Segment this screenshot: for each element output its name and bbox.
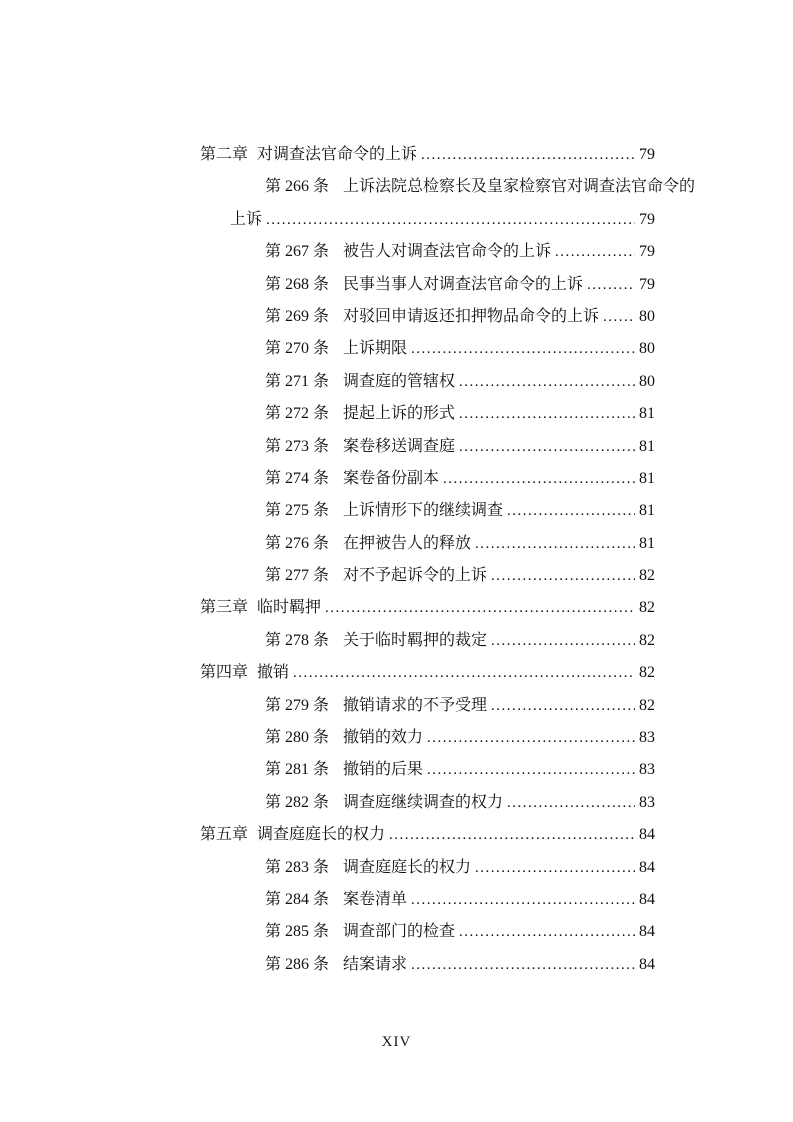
toc-entry-page-number: 79: [639, 275, 655, 293]
toc-entry: [200, 366, 655, 398]
toc-entry-page-number: 79: [639, 243, 655, 261]
table-of-contents: [200, 139, 696, 981]
toc-entry: [200, 916, 655, 948]
toc-entry-number: 第 269 条: [265, 307, 330, 325]
toc-entry-title: 撤销的后果: [343, 761, 424, 779]
toc-entry: [200, 528, 655, 560]
toc-entry-page-number: 80: [639, 372, 655, 390]
toc-entry: [200, 819, 655, 851]
toc-entry-title: 调查庭的管辖权: [343, 372, 456, 390]
toc-entry-number: 第 267 条: [265, 243, 330, 261]
toc-entry: [200, 852, 655, 884]
toc-entry-number: 第 266 条: [265, 178, 330, 196]
toc-entry-page-number: 80: [639, 340, 655, 358]
dot-leader: [603, 301, 635, 333]
toc-entry-page-number: 81: [639, 534, 655, 552]
toc-entry: [200, 625, 655, 657]
toc-entry-number: 第 275 条: [265, 502, 330, 520]
toc-entry-title: 被告人对调查法官命令的上诉: [343, 243, 552, 261]
toc-entry: [200, 722, 655, 754]
dot-leader: [507, 495, 635, 527]
dot-leader: [459, 916, 635, 948]
toc-entry-title: 上诉: [230, 210, 263, 228]
page-footer-number: XIV: [381, 1034, 412, 1050]
toc-entry-page-number: 84: [639, 858, 655, 876]
toc-entry: [200, 333, 655, 365]
dot-leader: [389, 819, 635, 851]
toc-entry-title: 撤销请求的不予受理: [343, 696, 488, 714]
toc-entry: [200, 884, 655, 916]
toc-entry-page-number: 83: [639, 761, 655, 779]
toc-entry-number: 第 280 条: [265, 729, 330, 747]
dot-leader: [459, 398, 635, 430]
dot-leader: [555, 236, 635, 268]
toc-entry-title: 调查庭继续调查的权力: [343, 793, 504, 811]
toc-entry: [200, 204, 655, 236]
toc-entry-page-number: 84: [639, 923, 655, 941]
dot-leader: [475, 852, 635, 884]
toc-entry-number: 第 271 条: [265, 372, 330, 390]
toc-entry-number: 第三章: [200, 599, 249, 617]
toc-entry-title: 调查庭庭长的权力: [257, 826, 386, 844]
toc-entry-title: 民事当事人对调查法官命令的上诉: [343, 275, 584, 293]
toc-entry: [200, 949, 655, 981]
toc-entry-title: 案卷清单: [343, 890, 408, 908]
toc-entry: [200, 269, 655, 301]
toc-entry-page-number: 84: [639, 826, 655, 844]
toc-entry: [200, 690, 655, 722]
toc-entry-title: 临时羁押: [257, 599, 322, 617]
toc-entry-title: 案卷移送调查庭: [343, 437, 456, 455]
dot-leader: [411, 949, 635, 981]
dot-leader: [421, 139, 635, 171]
dot-leader: [443, 463, 635, 495]
toc-entry-title: 调查庭庭长的权力: [343, 858, 472, 876]
toc-entry-page-number: 82: [639, 664, 655, 682]
toc-entry: [200, 463, 655, 495]
toc-entry: [200, 236, 655, 268]
toc-entry-page-number: 80: [639, 307, 655, 325]
toc-entry: [200, 495, 655, 527]
toc-entry-number: 第 272 条: [265, 405, 330, 423]
toc-entry-number: 第 270 条: [265, 340, 330, 358]
toc-entry-number: 第 273 条: [265, 437, 330, 455]
toc-entry-title: 结案请求: [343, 955, 408, 973]
dot-leader: [325, 592, 635, 624]
toc-entry-title: 关于临时羁押的裁定: [343, 631, 488, 649]
toc-entry-page-number: 79: [639, 210, 655, 228]
dot-leader: [411, 884, 635, 916]
toc-entry-title: 案卷备份副本: [343, 469, 440, 487]
toc-entry: [200, 592, 655, 624]
toc-entry: [200, 301, 655, 333]
toc-entry-number: 第 283 条: [265, 858, 330, 876]
toc-entry: [200, 657, 655, 689]
toc-entry-page-number: 82: [639, 696, 655, 714]
toc-entry-number: 第 285 条: [265, 923, 330, 941]
toc-entry-title: 上诉法院总检察长及皇家检察官对调查法官命令的: [343, 178, 696, 196]
toc-entry-number: 第五章: [200, 826, 249, 844]
toc-entry-page-number: 83: [639, 793, 655, 811]
dot-leader: [491, 625, 635, 657]
toc-entry-page-number: 84: [639, 890, 655, 908]
toc-entry-number: 第 276 条: [265, 534, 330, 552]
toc-entry-page-number: 79: [639, 146, 655, 163]
toc-entry-title: 撤销: [257, 664, 290, 682]
toc-entry-number: 第 286 条: [265, 955, 330, 973]
toc-entry: [200, 398, 655, 430]
toc-entry-title: 对调查法官命令的上诉: [257, 146, 418, 163]
toc-entry: [200, 560, 655, 592]
toc-entry: [200, 139, 655, 171]
toc-entry-page-number: 82: [639, 567, 655, 585]
toc-entry-title: 上诉期限: [343, 340, 408, 358]
toc-entry-number: 第 278 条: [265, 631, 330, 649]
dot-leader: [427, 754, 635, 786]
toc-entry-number: 第 274 条: [265, 469, 330, 487]
toc-entry-title: 撤销的效力: [343, 729, 424, 747]
dot-leader: [507, 787, 635, 819]
dot-leader: [587, 269, 635, 301]
toc-entry-number: 第 277 条: [265, 567, 330, 585]
toc-entry-number: 第 281 条: [265, 761, 330, 779]
toc-entry: [200, 171, 696, 203]
toc-entry-number: 第二章: [200, 146, 249, 163]
toc-entry-page-number: 82: [639, 599, 655, 617]
dot-leader: [459, 431, 635, 463]
toc-entry-page-number: 81: [639, 405, 655, 423]
toc-entry-page-number: 82: [639, 631, 655, 649]
toc-entry: [200, 787, 655, 819]
toc-entry-page-number: 81: [639, 502, 655, 520]
toc-entry-number: 第 268 条: [265, 275, 330, 293]
toc-entry-title: 上诉情形下的继续调查: [343, 502, 504, 520]
dot-leader: [411, 333, 635, 365]
toc-entry-page-number: 84: [639, 955, 655, 973]
toc-entry-page-number: 81: [639, 437, 655, 455]
toc-entry-title: 对不予起诉令的上诉: [343, 567, 488, 585]
toc-entry-page-number: 83: [639, 729, 655, 747]
dot-leader: [427, 722, 635, 754]
toc-entry: [200, 431, 655, 463]
toc-entry-title: 对驳回申请返还扣押物品命令的上诉: [343, 307, 600, 325]
toc-entry-title: 在押被告人的释放: [343, 534, 472, 552]
dot-leader: [266, 204, 635, 236]
dot-leader: [459, 366, 635, 398]
toc-entry: [200, 754, 655, 786]
dot-leader: [491, 560, 635, 592]
toc-entry-title: 调查部门的检查: [343, 923, 456, 941]
dot-leader: [491, 690, 635, 722]
toc-entry-number: 第四章: [200, 664, 249, 682]
toc-entry-number: 第 282 条: [265, 793, 330, 811]
toc-entry-title: 提起上诉的形式: [343, 405, 456, 423]
toc-entry-number: 第 284 条: [265, 890, 330, 908]
dot-leader: [475, 528, 635, 560]
toc-entry-page-number: 81: [639, 469, 655, 487]
toc-entry-number: 第 279 条: [265, 696, 330, 714]
dot-leader: [293, 657, 635, 689]
